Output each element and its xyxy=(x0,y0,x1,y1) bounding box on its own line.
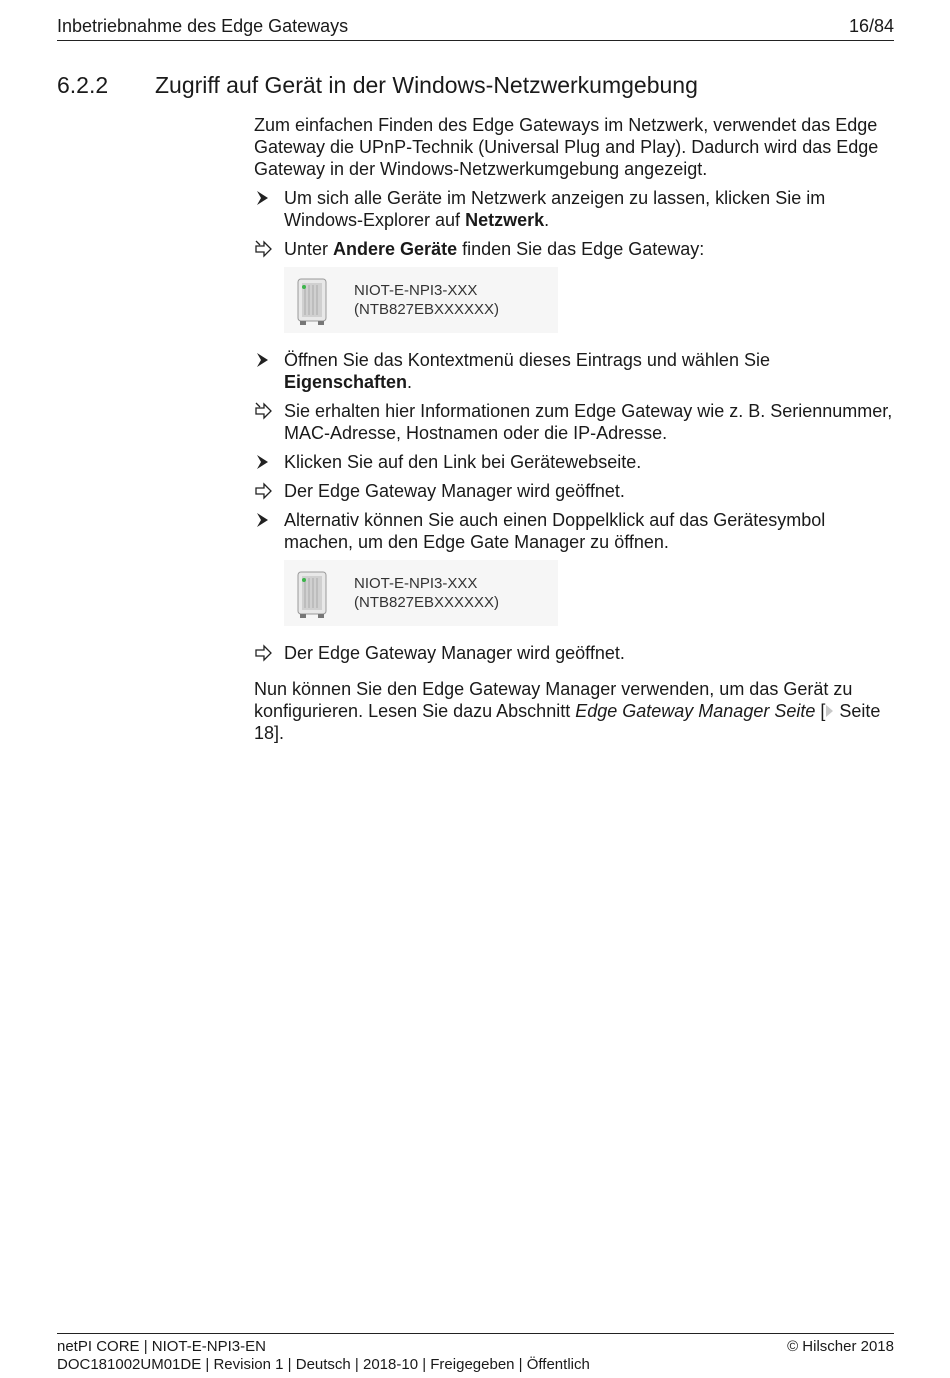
device-id: (NTB827EBXXXXXX) xyxy=(354,301,500,318)
instruction-step xyxy=(254,187,894,231)
arrowhead-bullet-icon xyxy=(254,187,276,209)
closing-paragraph xyxy=(254,678,894,744)
page-footer xyxy=(57,1333,894,1373)
section-number: 6.2.2 xyxy=(57,72,109,98)
arrowhead-bullet-icon xyxy=(254,509,276,531)
header-title: Inbetriebnahme des Edge Gateways xyxy=(57,16,349,36)
intermediate-result xyxy=(254,400,894,444)
arrowhead-bullet-icon xyxy=(254,451,276,473)
hollow-arrow-icon xyxy=(254,480,276,502)
result xyxy=(254,480,894,502)
ref-close: ]. xyxy=(274,723,285,743)
ui-term-network: Netzwerk xyxy=(465,210,545,230)
arrowhead-bullet-icon xyxy=(254,349,276,371)
hollow-pen-arrow-icon xyxy=(254,238,276,260)
device-name: NIOT-E-NPI3-XXX xyxy=(354,282,478,299)
instruction-step xyxy=(254,349,894,393)
step-text: Klicken Sie auf den Link bei Gerätewebseite. xyxy=(284,452,642,472)
device-entry-screenshot xyxy=(284,267,558,333)
result xyxy=(254,642,894,664)
step-text-tail: . xyxy=(544,210,550,230)
section-content xyxy=(254,114,894,751)
closing-text: Nun können Sie den Edge Gateway Manager verwenden, um das Gerät zu konfigurieren. Lesen Sie dazu Abschnitt xyxy=(254,679,853,721)
gateway-device-icon xyxy=(292,568,332,620)
ref-open: [ xyxy=(815,701,826,721)
step-text: Der Edge Gateway Manager wird geöffnet. xyxy=(284,643,625,663)
page-number: 16/84 xyxy=(848,16,894,36)
step-text: Sie erhalten hier Informationen zum Edge Gateway wie z. B. Seriennummer, MAC-Adresse, Hostnamen oder die IP-Adresse. xyxy=(284,401,893,443)
intermediate-result xyxy=(254,238,894,260)
footer-copyright: © Hilscher 2018 xyxy=(787,1338,894,1355)
instruction-step xyxy=(254,509,894,553)
device-entry-screenshot xyxy=(284,560,558,626)
step-text-tail: finden Sie das Edge Gateway: xyxy=(457,239,705,259)
device-name: NIOT-E-NPI3-XXX xyxy=(354,575,478,592)
page-header xyxy=(57,14,894,41)
ui-term-properties: Eigenschaften xyxy=(284,372,408,392)
gateway-device-icon xyxy=(292,275,332,327)
step-text: Unter xyxy=(284,239,334,259)
page-reference[interactable]: Seite 18 xyxy=(254,701,881,743)
step-text: Um sich alle Geräte im Netzwerk anzeigen zu lassen, klicken Sie im Windows-Explorer auf xyxy=(284,188,826,230)
hollow-arrow-icon xyxy=(254,642,276,664)
step-text: Der Edge Gateway Manager wird geöffnet. xyxy=(284,481,625,501)
instruction-step xyxy=(254,451,894,473)
section-title: Zugriff auf Gerät in der Windows-Netzwerkumgebung xyxy=(155,72,698,98)
footer-product: netPI CORE | NIOT-E-NPI3-EN xyxy=(57,1338,266,1355)
step-text-tail: . xyxy=(407,372,413,392)
ui-term-other-devices: Andere Geräte xyxy=(333,239,458,259)
step-text: Öffnen Sie das Kontextmenü dieses Eintrags und wählen Sie xyxy=(284,350,770,370)
footer-doc-info: DOC181002UM01DE | Revision 1 | Deutsch | 2018-10 | Freigegeben | Öffentlich xyxy=(57,1356,590,1373)
intro-paragraph: Zum einfachen Finden des Edge Gateways im Netzwerk, verwendet das Edge Gateway die UPnP-Technik (Universal Plug and Play). Dadurch wird das Edge Gateway in der Windows-Netzwerkumgebung angezeigt. xyxy=(254,115,879,179)
section-link[interactable]: Edge Gateway Manager Seite xyxy=(575,701,816,721)
step-text: Alternativ können Sie auch einen Doppelklick auf das Gerätesymbol machen, um den Edge Gate Manager zu öffnen. xyxy=(284,510,826,552)
hollow-pen-arrow-icon xyxy=(254,400,276,422)
device-id: (NTB827EBXXXXXX) xyxy=(354,594,500,611)
